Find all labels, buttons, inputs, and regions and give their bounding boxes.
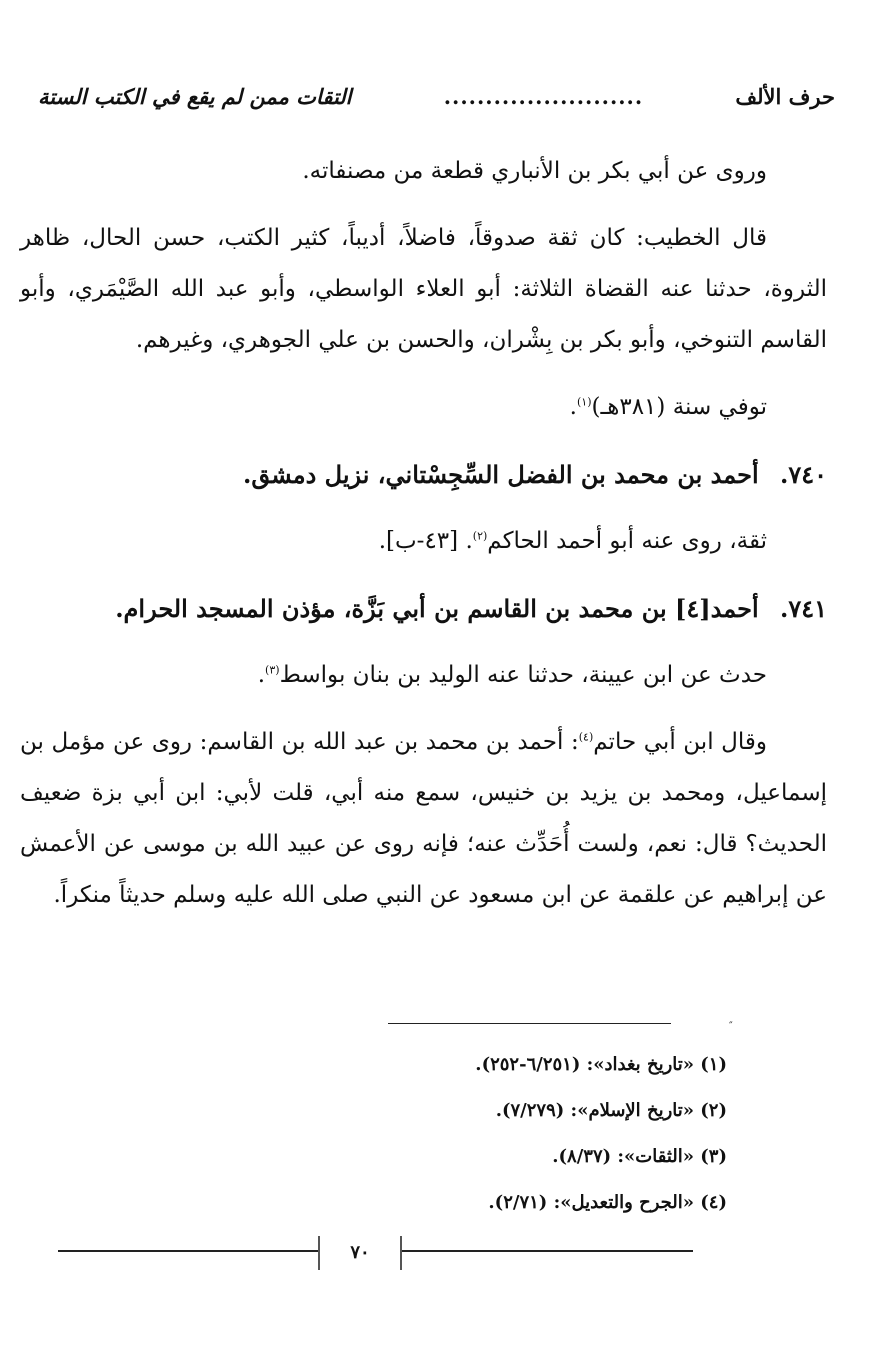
paragraph: وروى عن أبي بكر بن الأنباري قطعة من مصنفاته. bbox=[302, 158, 767, 184]
entry-number: ٧٤٠. bbox=[779, 460, 827, 489]
main-text bbox=[20, 146, 827, 921]
footnote-ref[interactable]: (٤) bbox=[578, 730, 594, 744]
footnote: (٢) «تاريخ الإسلام»: (٧/٢٧٩). bbox=[495, 1100, 727, 1121]
paragraph-death-year: توفي سنة (٣٨١هـ)$^{(١)}$. bbox=[569, 394, 767, 420]
entry-text: ثقة، روى عنه أبو أحمد الحاكم$^{(٢)}$. [٤٣-ب]. bbox=[378, 528, 767, 554]
footnote-mark: ″ bbox=[729, 1021, 733, 1032]
entry-title: أحمد[٤] بن محمد بن القاسم بن أبي بَزَّة، مؤذن المسجد الحرام. bbox=[115, 594, 759, 623]
footnote-ref[interactable]: (٢) bbox=[472, 529, 488, 543]
entry-heading bbox=[20, 583, 827, 634]
entry-number: ٧٤١. bbox=[779, 594, 827, 623]
header-chapter: حرف الألف bbox=[735, 84, 835, 109]
entry-text: وقال ابن أبي حاتم$^{(٤)}$: أحمد بن محمد بن عبد الله بن القاسم: روى عن مؤمل بن إسماعيل، ومحمد بن يزيد بن خنيس، سمع منه أبي، قلت لأبي: ابن أبي بزة ضعيف الحديث؟ قال: نعم، ولست أُحَدِّث عنه؛ فإنه روى عن عبيد الله بن موسى عن الأعمش عن إبراهيم عن علقمة عن ابن مسعود عن النبي صلى الله عليه وسلم حديثاً منكراً. bbox=[20, 729, 827, 908]
entry-heading bbox=[20, 449, 827, 500]
footnote: (٣) «الثقات»: (٨/٣٧). bbox=[552, 1146, 727, 1167]
footnote-ref[interactable]: (١) bbox=[576, 395, 592, 409]
footnotes bbox=[200, 1042, 727, 1226]
footnote: (١) «تاريخ بغداد»: (٦/٢٥١-٢٥٢). bbox=[475, 1054, 727, 1075]
footnote-separator bbox=[388, 1023, 671, 1024]
entry-title: أحمد بن محمد بن الفضل السِّجِسْتاني، نزيل دمشق. bbox=[242, 460, 759, 489]
header-dots: ........................ bbox=[443, 84, 644, 109]
entry-text: حدث عن ابن عيينة، حدثنا عنه الوليد بن بنان بواسط$^{(٣)}$. bbox=[257, 662, 767, 688]
footnote-ref[interactable]: (٣) bbox=[265, 663, 280, 677]
page-number: ٧٠ bbox=[318, 1236, 402, 1270]
paragraph: قال الخطيب: كان ثقة صدوقاً، فاضلاً، أديباً، كثير الكتب، حسن الحال، ظاهر الثروة، حدثنا عنه القضاة الثلاثة: أبو العلاء الواسطي، وأبو عبد الله الصَّيْمَري، وأبو القاسم التنوخي، وأبو بكر بن بِشْران، والحسن بن علي الجوهري، وغيرهم. bbox=[20, 225, 827, 353]
footnote: (٤) «الجرح والتعديل»: (٢/٧١). bbox=[488, 1192, 727, 1213]
header-book-title: التقات ممن لم يقع في الكتب الستة bbox=[38, 84, 352, 109]
running-header bbox=[38, 84, 835, 118]
